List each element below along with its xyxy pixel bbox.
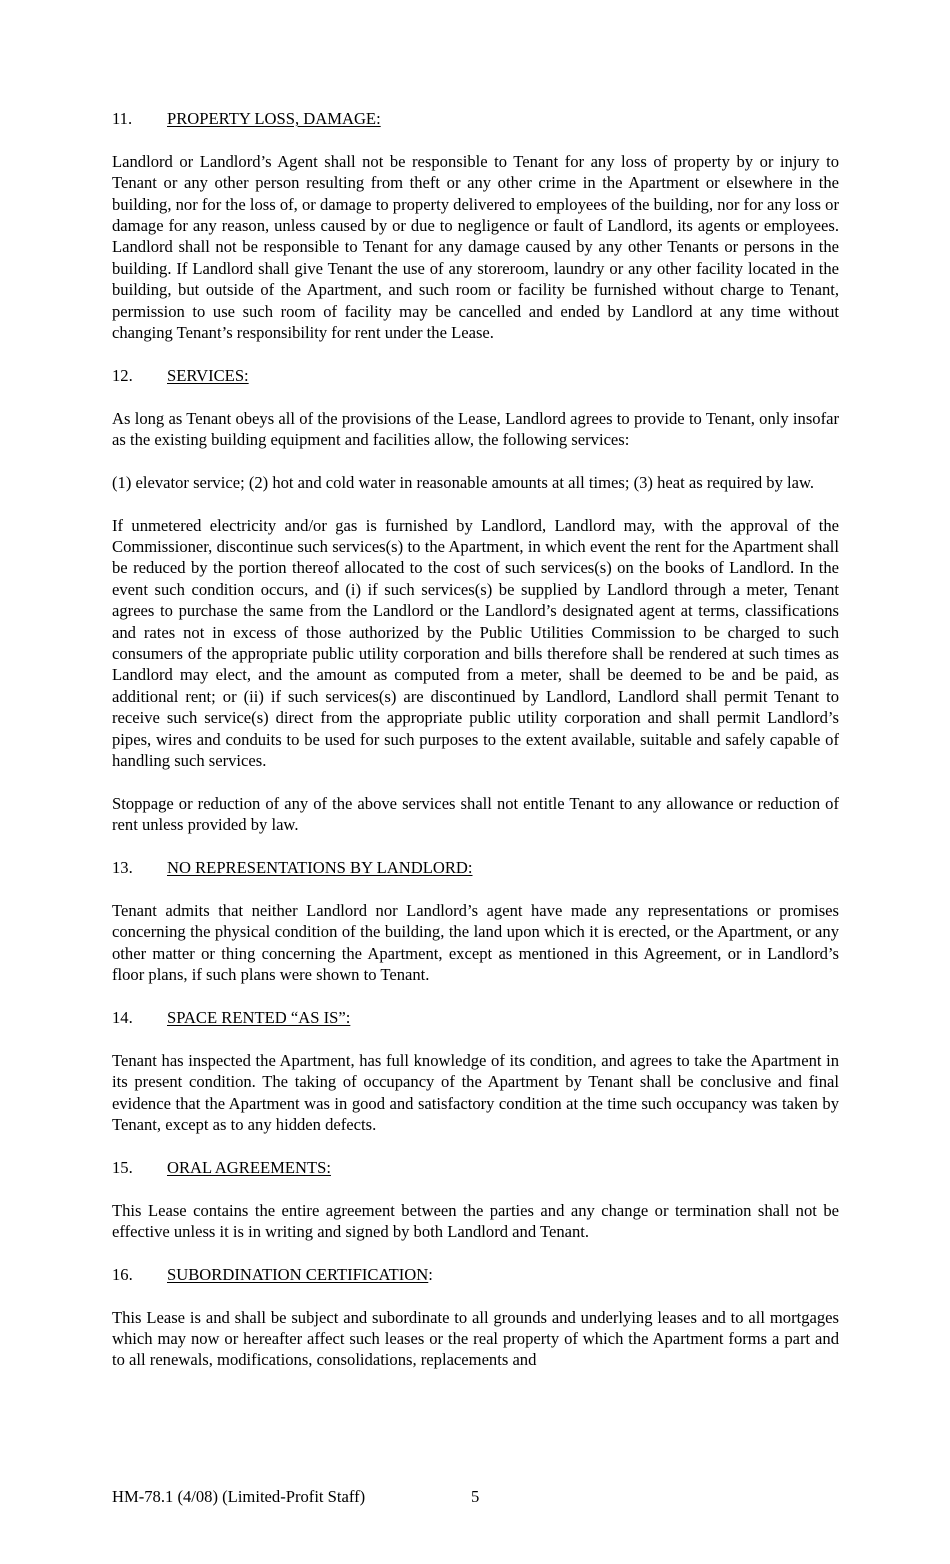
section-15-paragraph-1: This Lease contains the entire agreement between the parties and any change or termination shall not be effective unless it is in writing and signed by both Landlord and Tenant. <box>112 1200 839 1241</box>
section-14-paragraph-1: Tenant has inspected the Apartment, has full knowledge of its condition, and agrees to take the Apartment in its present condition. The taking of occupancy of the Apartment by Tenant shall be conclusive and final evidence that the Apartment was in good and satisfactory condition at the time such occupancy was taken by Tenant, except as to any hidden defects. <box>112 1050 839 1134</box>
section-heading-12 <box>112 365 839 386</box>
section-number: 11. <box>112 109 133 128</box>
section-title: SPACE RENTED “AS IS”: <box>167 1007 351 1027</box>
section-heading-15 <box>112 1157 839 1178</box>
section-16-paragraph-1: This Lease is and shall be subject and subordinate to all grounds and underlying leases and to all mortgages which may now or hereafter affect such leases or the real property of which the Apartment forms a part and to all renewals, modifications, consolidations, replacements and <box>112 1307 839 1370</box>
section-heading-14 <box>112 1007 839 1028</box>
section-heading-13 <box>112 857 839 878</box>
section-title: ORAL AGREEMENTS: <box>167 1157 331 1177</box>
section-title-suffix: : <box>428 1264 433 1284</box>
section-heading-11 <box>112 108 839 129</box>
section-12-paragraph-1: As long as Tenant obeys all of the provisions of the Lease, Landlord agrees to provide to Tenant, only insofar as the existing building equipment and facilities allow, the following services: <box>112 408 839 450</box>
page-number: 5 <box>471 1487 480 1506</box>
section-number: 15. <box>112 1157 133 1177</box>
section-number: 16. <box>112 1264 133 1284</box>
section-heading-16 <box>112 1264 839 1285</box>
section-11-paragraph-1: Landlord or Landlord’s Agent shall not be responsible to Tenant for any loss of property by or injury to Tenant or any other person resulting from theft or any other crime in the Apartment or elsewhere in the building, nor for the loss of, or damage to property delivered to employees of the building, nor for any loss or damage for any reason, unless caused by or due to negligence or fault of Landlord, its agents or employees. Landlord shall not be responsible to Tenant for any damage caused by any other Tenants or persons in the building. If Landlord shall give Tenant the use of any storeroom, laundry or any other facility located in the building, but outside of the Apartment, and such room or facility be furnished without charge to Tenant, permission to use such room of facility may be cancelled and ended by Landlord at any time without changing Tenant’s responsibility for rent under the Lease. <box>112 151 839 343</box>
section-title: NO REPRESENTATIONS BY LANDLORD: <box>167 858 473 878</box>
page-footer <box>112 1486 480 1507</box>
document-body <box>112 108 839 1371</box>
section-12-paragraph-2: (1) elevator service; (2) hot and cold water in reasonable amounts at all times; (3) heat as required by law. <box>112 472 815 492</box>
section-title: SUBORDINATION CERTIFICATION <box>167 1264 429 1284</box>
section-number: 14. <box>112 1007 133 1027</box>
form-identifier: HM-78.1 (4/08) (Limited-Profit Staff) <box>112 1487 366 1506</box>
section-title: SERVICES: <box>167 365 249 385</box>
section-12-paragraph-4: Stoppage or reduction of any of the above services shall not entitle Tenant to any allowance or reduction of rent unless provided by law. <box>112 793 839 835</box>
section-13-paragraph-1: Tenant admits that neither Landlord nor Landlord’s agent have made any representations or promises concerning the physical condition of the building, the land upon which it is erected, or the Apartment, or any other matter or thing concerning the Apartment, except as mentioned in this Agreement, or in Landlord’s floor plans, if such plans were shown to Tenant. <box>112 900 839 985</box>
section-12-paragraph-3: If unmetered electricity and/or gas is furnished by Landlord, Landlord may, with the approval of the Commissioner, discontinue such services(s) to the Apartment, in which event the rent for the Apartment shall be reduced by the portion thereof allocated to the cost of such services(s) on the books of Landlord. In the event such condition occurs, and (i) if such services(s) be supplied by Landlord through a meter, Tenant agrees to purchase the same from the Landlord or the Landlord’s designated agent at terms, classifications and rates not in excess of those authorized by the Public Utilities Commission to be charged to such consumers of the appropriate public utility corporation and bills therefore shall be rendered at such times as Landlord may elect, and the amount as computed from a meter, shall be deemed to be and be paid, as additional rent; or (ii) if such services(s) are discontinued by Landlord, Landlord shall permit Tenant to receive such service(s) direct from the appropriate public utility corporation and shall permit Landlord’s pipes, wires and conduits to be used for such purposes to the extent available, suitable and safely capable of handling such services. <box>112 515 839 771</box>
section-number: 13. <box>112 858 133 878</box>
section-number: 12. <box>112 365 133 385</box>
section-title: PROPERTY LOSS, DAMAGE: <box>167 109 381 128</box>
